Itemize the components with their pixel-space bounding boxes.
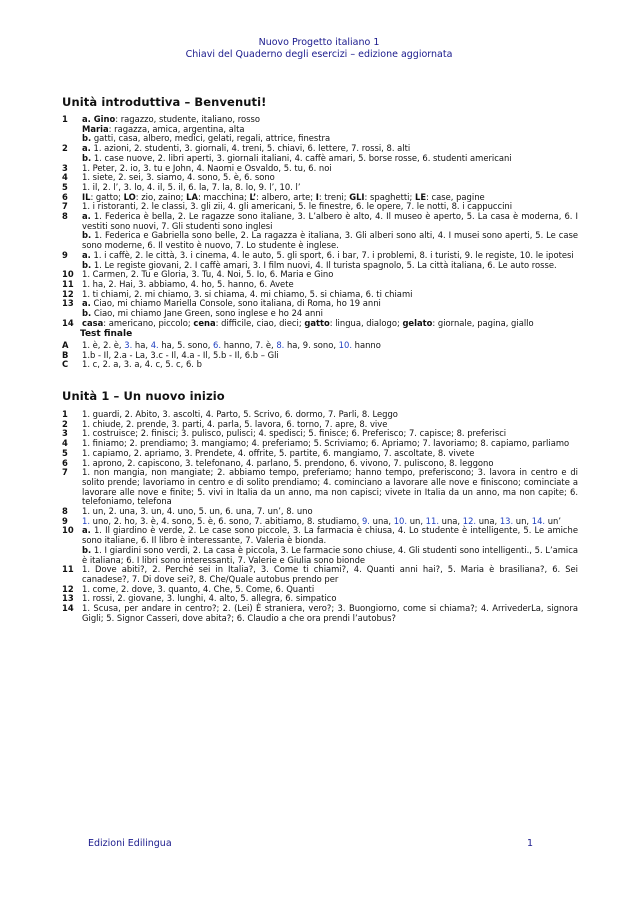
unit1-exercise-answer: 1. capiamo, 2. apriamo, 3. Prendete, 4. offrite, 5. partite, 6. mangiamo, 7. ascoltate, 8. vivete (82, 447, 475, 458)
unit1-exercise-answer: 1. chiude, 2. prende, 3. parti, 4. parla, 5. lavora, 6. torno, 7. apre, 8. vive (82, 418, 388, 429)
unit1-exercise-number: 6 (62, 457, 68, 468)
unit1-exercise-number: 2 (62, 418, 68, 429)
intro-exercise-number: 5 (62, 181, 68, 192)
intro-exercise-answer: 1. Peter, 2. io, 3. tu e John, 4. Naomi e Osvaldo, 5. tu, 6. noi (82, 162, 332, 173)
unit1-exercise-number: 14 (62, 603, 74, 614)
unit1-exercise-number: 13 (62, 593, 74, 604)
unit1-exercise-number: 9 (62, 515, 68, 526)
intro-exercise-answer: 1. ti chiami, 2. mi chiamo, 3. si chiama, 4. mi chiamo, 5. si chiama, 6. ti chiami (82, 288, 413, 299)
footer-publisher: Edizioni Edilingua (88, 838, 172, 849)
unit1-exercise-answer: 1. aprono, 2. capiscono, 3. telefonano, 4. parlano, 5. prendono, 6. vivono, 7. puliscono, 8. leggono (82, 457, 494, 468)
page-header (0, 37, 638, 60)
unit1-exercise-number: 11 (62, 564, 74, 575)
intro-exercise-answer: 1. siete, 2. sei, 3. siamo, 4. sono, 5. è, 6. sono (82, 172, 275, 183)
unit1-exercise-answer: 1. uno, 2. ho, 3. è, 4. sono, 5. è, 6. sono, 7. abitiamo, 8. studiamo, 9. una, 10. un, 11. una, 12. una, 13. un, 14. un’ (82, 515, 562, 526)
test-finale-number: A (62, 340, 69, 350)
intro-exercise-answer: 1. ha, 2. Hai, 3. abbiamo, 4. ho, 5. hanno, 6. Avete (82, 278, 294, 289)
intro-exercise-number: 14 (62, 317, 74, 328)
footer-page-number: 1 (527, 838, 534, 849)
intro-exercise-answer: 1. Carmen, 2. Tu e Gloria, 3. Tu, 4. Noi, 5. Io, 6. Maria e Gino (82, 269, 334, 280)
unit1-exercise-answer: 1. un, 2. una, 3. un, 4. uno, 5. un, 6. una, 7. un’, 8. uno (82, 506, 313, 517)
unit1-exercise-number: 10 (62, 525, 74, 536)
unit-intro-exercises (62, 115, 578, 328)
intro-exercise-answer: 1. i ristoranti, 2. le classi, 3. gli zii, 4. gli americani, 5. le finestre, 6. le opere, 7. le notti, 8. i cappuccini (82, 201, 513, 212)
unit1-exercise-answer: 1. finiamo; 2. prendiamo; 3. mangiamo; 4. preferiamo; 5. Scriviamo; 6. Apriamo; 7. lavoriamo; 8. capiamo, parliamo (82, 438, 570, 449)
intro-exercise-answer: IL: gatto; LO: zio, zaino; LA: macchina; L’: albero, arte; I: treni; GLI: spaghetti; LE: case, pagine (82, 191, 485, 202)
unit1-exercise-number: 3 (62, 428, 68, 439)
intro-exercise-item (62, 319, 578, 329)
unit1-exercise-item (62, 526, 578, 565)
header-subtitle: Chiavi del Quaderno degli esercizi – edizione aggiornata (185, 48, 453, 60)
unit1-exercise-number: 5 (62, 447, 68, 458)
intro-exercise-number: 7 (62, 201, 68, 212)
intro-exercise-number: 6 (62, 191, 68, 202)
unit1-exercise-number: 12 (62, 583, 74, 594)
unit1-exercise-number: 4 (62, 438, 68, 449)
unit1-exercise-item (62, 604, 578, 623)
intro-exercise-item (62, 212, 578, 251)
test-finale-item (62, 360, 578, 370)
intro-exercise-answer: 1. il, 2. l’, 3. lo, 4. il, 5. il, 6. la, 7. la, 8. lo, 9. l’, 10. l’ (82, 181, 301, 192)
intro-exercise-number: 3 (62, 162, 68, 173)
intro-exercise-answer: a. Ciao, mi chiamo Mariella Console, sono italiana, di Roma, ho 19 anni b. Ciao, mi chiamo Jane Green, sono inglese e ho 24 anni (82, 298, 381, 319)
intro-exercise-item (62, 299, 578, 318)
intro-exercise-answer: a. 1. Federica è bella, 2. Le ragazze sono italiane, 3. L’albero è alto, 4. Il museo è aperto, 5. La casa è moderna, 6. I vestiti sono nuovi, 7. Gli studenti sono inglesi b. 1. Federica e Gabriella sono belle, 2. La ragazza è italiana, 3. Gli alberi sono alti, 4. I musei sono aperti, 5. Le case sono moderne, 6. Il vestito è nuovo, 7. Lo studente è inglese. (82, 211, 578, 251)
intro-exercise-number: 11 (62, 278, 74, 289)
unit1-exercise-answer: 1. guardi, 2. Abito, 3. ascolti, 4. Parto, 5. Scrivo, 6. dormo, 7. Parli, 8. Leggo (82, 409, 398, 419)
unit-intro-title: Unità introduttiva – Benvenuti! (62, 95, 267, 109)
unit-1-title: Unità 1 – Un nuovo inizio (62, 389, 225, 403)
intro-exercise-number: 2 (62, 143, 68, 154)
unit1-exercise-answer: 1. come, 2. dove, 3. quanto, 4. Che, 5. Come, 6. Quanti (82, 583, 315, 594)
unit1-exercise-answer: 1. costruisce; 2. finisci; 3. pulisco, pulisci; 4. spedisci; 5. finisce; 6. Preferisco; 7. capisce; 8. preferisci (82, 428, 507, 439)
unit1-exercise-answer: 1. Dove abiti?, 2. Perché sei in Italia?, 3. Come ti chiami?, 4. Quanti anni hai?, 5. Maria è brasiliana?, 6. Sei canadese?, 7. Di dove sei?, 8. Che/Quale autobus prendo per (82, 564, 578, 584)
test-finale-answer: 1. è, 2. è, 3. ha, 4. ha, 5. sono, 6. hanno, 7. è, 8. ha, 9. sono, 10. hanno (82, 340, 381, 350)
intro-exercise-answer: casa: americano, piccolo; cena: difficile, ciao, dieci; gatto: lingua, dialogo; gelato: giornale, pagina, giallo (82, 317, 534, 328)
intro-exercise-item (62, 251, 578, 270)
test-finale-answer: 1.b - Il, 2.a - La, 3.c - Il, 4.a - Il, 5.b - Il, 6.b – Gli (82, 349, 279, 360)
header-book-title: Nuovo Progetto italiano 1 (258, 37, 380, 48)
intro-exercise-answer: a. 1. azioni, 2. studenti, 3. giornali, 4. treni, 5. chiavi, 6. lettere, 7. rossi, 8. alti b. 1. case nuove, 2. libri aperti, 3. giornali italiani, 4. caffè amari, 5. borse rosse, 6. studenti americani (82, 143, 512, 163)
intro-exercise-number: 10 (62, 269, 74, 280)
test-finale-title: Test finale (80, 329, 133, 339)
intro-exercise-answer: a. Gino: ragazzo, studente, italiano, rosso Maria: ragazza, amica, argentina, alta b. gatti, casa, albero, medici, gelati, regali, attrice, finestra (82, 114, 331, 144)
unit1-exercise-number: 1 (62, 409, 68, 419)
test-finale-answer: 1. c, 2. a, 3. a, 4. c, 5. c, 6. b (82, 359, 202, 370)
test-finale-number: C (62, 359, 69, 370)
intro-exercise-item (62, 144, 578, 163)
unit1-exercise-answer: 1. Scusa, per andare in centro?; 2. (Lei) È straniera, vero?; 3. Buongiorno, come si chiama?; 4. ArrivederLa, signora Gigli; 5. Signor Casseri, dove abita?; 6. Claudio a che ora prendi l’autobus? (82, 603, 578, 623)
unit1-exercise-number: 7 (62, 467, 68, 478)
unit1-exercise-answer: 1. rossi, 2. giovane, 3. lunghi, 4. alto, 5. allegra, 6. simpatico (82, 593, 337, 604)
unit-1-exercises (62, 410, 578, 623)
intro-exercise-number: 12 (62, 288, 74, 299)
intro-exercise-number: 1 (62, 114, 68, 124)
intro-exercise-item (62, 115, 578, 144)
intro-exercise-number: 8 (62, 211, 68, 222)
intro-exercise-answer: a. 1. i caffè, 2. le città, 3. i cinema, 4. le auto, 5. gli sport, 6. i bar, 7. i problemi, 8. i turisti, 9. le registe, 10. le ipotesi b. 1. Le registe giovani, 2. I caffè amari, 3. I film nuovi, 4. Il turista spagnolo, 5. La città italiana, 6. Le auto rosse. (82, 249, 574, 270)
unit1-exercise-answer: 1. non mangia, non mangiate; 2. abbiamo tempo, preferiamo; hanno tempo, preferiscono; 3. lavora in centro e di solito prende; lavoriamo in centro e di solito prendiamo; 4. cominciano a lavorare alle nove e finiscono; cominciate a lavorare alle nove e finite; 5. vivi in Italia da un anno, ma non capisci; vivete in Italia da un anno, ma non capite; 6. telefoniamo, telefona (82, 467, 578, 507)
intro-exercise-number: 13 (62, 298, 74, 309)
unit1-exercise-item (62, 468, 578, 507)
test-finale-answers (62, 341, 578, 370)
unit1-exercise-number: 8 (62, 506, 68, 517)
unit1-exercise-item (62, 565, 578, 584)
intro-exercise-number: 9 (62, 249, 68, 260)
unit1-exercise-answer: a. 1. Il giardino è verde, 2. Le case sono piccole, 3. La farmacia è chiusa, 4. Lo studente è intelligente, 5. Le amiche sono italiane, 6. Il libro è interessante, 7. Valeria è bionda. b. 1. I giardini sono verdi, 2. La casa è piccola, 3. Le farmacie sono chiuse, 4. Gli studenti sono intelligenti., 5. L’amica è italiana; 6. I libri sono interessanti, 7. Valerie e Giulia sono bionde (82, 525, 578, 565)
test-finale-number: B (62, 349, 69, 360)
intro-exercise-number: 4 (62, 172, 68, 183)
